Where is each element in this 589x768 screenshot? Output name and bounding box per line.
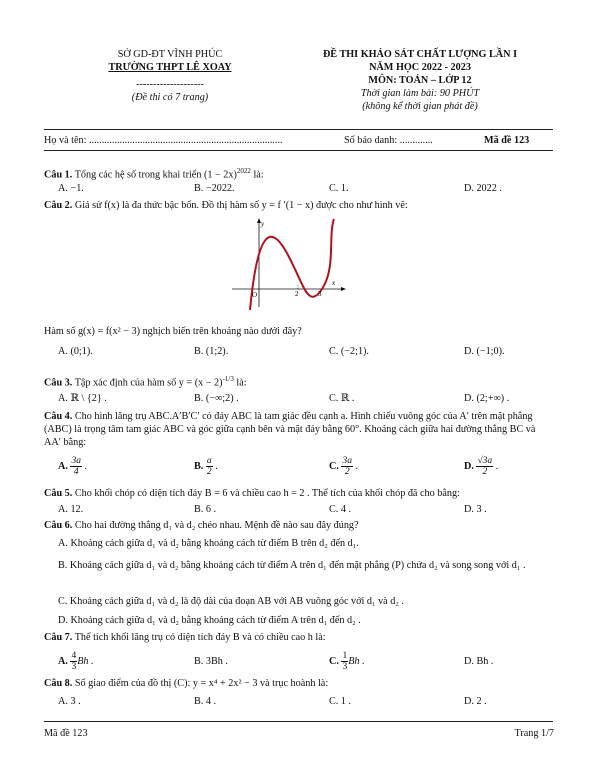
question-text: Giả sử f(x) là đa thức bậc bốn. Đồ thị hàm số y = f ′(1 − x) được cho như hình vẽ:: [74, 200, 408, 211]
denominator: 2: [344, 467, 350, 477]
question-8: [44, 677, 554, 690]
option-term: Bh .: [77, 655, 94, 667]
option-a[interactable]: A. 12.: [58, 504, 84, 515]
question-2-body: [44, 325, 554, 338]
option-a[interactable]: [58, 651, 94, 672]
option-b[interactable]: B. $\frac{a}{2}$ .: [194, 456, 218, 477]
option-d[interactable]: D. Khoảng cách giữa d₁ và d₂ bằng khoảng cách từ điểm A trên d₁ đến d₂ .: [58, 615, 361, 626]
option-d[interactable]: D. (−1;0).: [464, 346, 505, 357]
numerator: a: [206, 456, 212, 466]
exponent: -1/3: [222, 375, 234, 383]
option-c[interactable]: C. ℝ .: [329, 393, 355, 404]
denominator: 3: [342, 662, 348, 672]
option-letter: A.: [58, 655, 68, 667]
question-text: Hàm số g(x) = f(x² − 3) nghịch biến trên khoảng nào dưới đây?: [44, 326, 302, 337]
option-c[interactable]: C. 1 .: [329, 696, 352, 707]
question-label: Câu 4.: [44, 411, 73, 422]
name-field: Họ và tên: ............................................................................: [44, 135, 283, 146]
exponent: 2022: [236, 167, 251, 175]
option-letter: A.: [58, 460, 68, 472]
option-b[interactable]: B. −2022.: [194, 183, 235, 194]
question-text: Số giao điểm của đồ thị (C): y = x⁴ + 2x² − 3 và trục hoành là:: [74, 678, 329, 689]
question-7: [44, 631, 554, 644]
question-label: Câu 6.: [44, 520, 73, 531]
question-text: Cho hai đường thẳng d₁ và d₂ chéo nhau. Mệnh đề nào sau đây đúng?: [74, 520, 359, 531]
option-c[interactable]: C. 4 .: [329, 504, 352, 515]
option-term: Bh .: [348, 655, 365, 667]
option-c[interactable]: C. Khoảng cách giữa d₁ và d₂ là độ dài của đoạn AB với AB vuông góc với d₁ và d₂ .: [58, 596, 404, 607]
divider-dashes: --------------------: [136, 79, 204, 90]
option-b[interactable]: B. (1;2).: [194, 346, 229, 357]
denominator: 4: [73, 467, 79, 477]
tick-3: 3: [318, 290, 322, 298]
page-number: Trang 1/7: [514, 728, 554, 739]
exam-time: Thời gian làm bài: 90 PHÚT: [360, 88, 480, 99]
option-letter: C.: [329, 460, 339, 472]
top-rule: [44, 129, 553, 130]
option-d[interactable]: D. (2;+∞) .: [464, 393, 510, 404]
question-tail: là:: [250, 169, 264, 181]
question-label: Câu 2.: [44, 200, 73, 211]
exam-code: Mã đề 123: [484, 135, 530, 146]
question-4: [44, 410, 554, 449]
question-text: Tập xác định của hàm số y = (x − 2): [74, 377, 223, 389]
q6-option-d[interactable]: [44, 614, 554, 627]
student-info-row: [44, 134, 554, 147]
option-d[interactable]: D. 2 .: [464, 696, 487, 707]
question-label: Câu 7.: [44, 632, 73, 643]
question-label: Câu 1.: [44, 169, 73, 181]
numerator: 3a: [71, 456, 81, 466]
question-3: [44, 373, 554, 389]
school-year: NĂM HỌC 2022 - 2023: [369, 62, 471, 73]
header-right: [270, 48, 570, 113]
option-d[interactable]: D. $\frac{√3a}{2}$ .: [464, 456, 499, 477]
y-axis-label: y: [261, 220, 265, 228]
denominator: 2: [206, 467, 212, 477]
q6-option-a[interactable]: [44, 537, 554, 550]
option-d[interactable]: D. 2022 .: [464, 183, 502, 194]
option-b[interactable]: B. 6 .: [194, 504, 217, 515]
option-b[interactable]: B. 3Bh .: [194, 656, 228, 667]
q6-option-c[interactable]: [44, 595, 554, 608]
footer-exam-code: Mã đề 123: [44, 728, 88, 739]
header-left: [70, 48, 270, 104]
option-b[interactable]: B. Khoảng cách giữa d₁ và d₂ bằng khoảng cách từ điểm A trên d₁ đến mặt phẳng (P) chứa d₂ và song song với d₁ .: [58, 560, 526, 571]
info-rule: [44, 150, 553, 151]
question-text: Thể tích khối lăng trụ có diện tích đáy B và có chiều cao h là:: [74, 632, 326, 643]
q6-option-b[interactable]: [44, 556, 554, 575]
denominator: 2: [482, 467, 488, 477]
question-label: Câu 3.: [44, 377, 73, 389]
question-text: Cho hình lăng trụ ABC.A′B′C′ có đáy ABC là tam giác đều cạnh a. Hình chiếu vuông góc của A′ trên mặt phẳng (ABC) là trọng tâm tam giác ABC và góc giữa cạnh bên và mặt đáy bằng 60°. Khoảng cách giữa hai đường thẳng BC và AA′ bằng:: [44, 411, 536, 448]
option-a[interactable]: A. (0;1).: [58, 346, 93, 357]
function-graph: [228, 215, 350, 311]
numerator: √3a: [477, 456, 493, 466]
question-6: [44, 519, 554, 532]
q4-options: [44, 452, 554, 478]
option-d[interactable]: D. Bh .: [464, 656, 494, 667]
question-label: Câu 8.: [44, 678, 73, 689]
question-tail: là:: [233, 377, 247, 389]
dept-name: SỞ GD-ĐT VĨNH PHÚC: [117, 49, 223, 60]
id-field: Số báo danh: .............: [344, 135, 433, 146]
numerator: 4: [71, 651, 77, 661]
option-d[interactable]: D. 3 .: [464, 504, 487, 515]
option-letter: D.: [464, 460, 474, 472]
question-2: [44, 199, 554, 212]
option-a[interactable]: A. 3 .: [58, 696, 81, 707]
question-text: Tổng các hệ số trong khai triển (1 − 2x): [74, 169, 237, 181]
time-note: (không kể thời gian phát đề): [362, 101, 478, 112]
question-text: Cho khối chóp có diện tích đáy B = 6 và chiều cao h = 2 . Thể tích của khối chóp đã cho bằng:: [74, 488, 460, 499]
footer-rule: [44, 721, 553, 722]
denominator: 3: [71, 662, 77, 672]
option-a[interactable]: A. $\frac{3a}{4}$ .: [58, 456, 88, 477]
option-a[interactable]: A. −1.: [58, 183, 84, 194]
option-b[interactable]: B. 4 .: [194, 696, 217, 707]
numerator: 1: [342, 651, 348, 661]
option-c[interactable]: C. $\frac{3a}{2}$ .: [329, 456, 359, 477]
school-name: TRƯỜNG THPT LÊ XOAY: [108, 62, 232, 73]
exam-title: ĐỀ THI KHẢO SÁT CHẤT LƯỢNG LẦN I: [322, 49, 518, 60]
option-a[interactable]: A. Khoảng cách giữa d₁ và d₂ bằng khoảng cách từ điểm B trên d₂ đến d₁.: [58, 538, 359, 549]
question-label: Câu 5.: [44, 488, 73, 499]
option-c[interactable]: C. 1.: [329, 183, 349, 194]
question-1: [44, 165, 554, 181]
x-axis-label: x: [332, 279, 336, 287]
option-letter: B.: [194, 460, 204, 472]
pages-note: (Đề thi có 7 trang): [131, 92, 209, 103]
option-c[interactable]: C. (−2;1).: [329, 346, 369, 357]
subject: MÔN: TOÁN – LỚP 12: [368, 75, 472, 86]
option-b[interactable]: B. (−∞;2) .: [194, 393, 239, 404]
option-a[interactable]: A. ℝ \ {2} .: [58, 393, 107, 404]
q7-options: [44, 649, 554, 673]
origin-label: O: [252, 291, 258, 299]
option-letter: C.: [329, 655, 339, 667]
option-c[interactable]: [329, 651, 365, 672]
tick-2: 2: [295, 290, 299, 298]
question-5: [44, 487, 554, 500]
numerator: 3a: [342, 456, 352, 466]
footer: [44, 727, 554, 740]
